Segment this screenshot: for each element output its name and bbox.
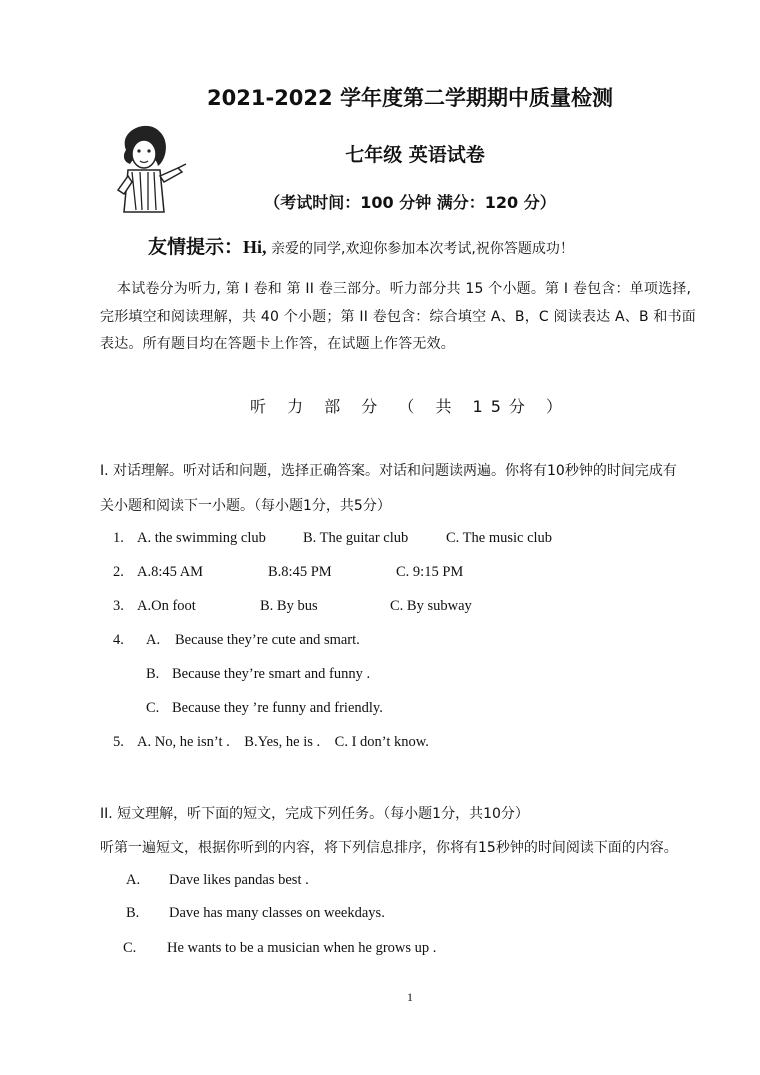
part2-item-a-letter: A. bbox=[126, 872, 141, 888]
part2-item-c-text: He wants to be a musician when he grows up . bbox=[167, 940, 437, 956]
friendly-tip bbox=[148, 232, 574, 259]
question-3-number: 3. bbox=[113, 598, 124, 614]
part2-instructions-line-1: II. 短文理解，听下面的短文，完成下列任务。（每小题1分，共10分） bbox=[100, 806, 529, 822]
tip-text: 亲爱的同学,欢迎你参加本次考试,祝你答题成功！ bbox=[266, 241, 574, 257]
question-2-option-a: A.8:45 AM bbox=[137, 564, 204, 580]
exam-title: 2021-2022 学年度第二学期期中质量检测 bbox=[207, 86, 613, 110]
tip-label: 友情提示： bbox=[148, 236, 244, 258]
question-2-number: 2. bbox=[113, 564, 124, 580]
intro-line-1: 本试卷分为听力, 第 I 卷和 第 II 卷三部分。听力部分共 15 个小题。第 I 卷包含：单项选择, bbox=[117, 281, 692, 297]
question-4-option-c: Because they ’re funny and friendly. bbox=[172, 700, 383, 716]
question-4-option-c-letter: C. bbox=[146, 700, 160, 716]
question-4-option-b-letter: B. bbox=[146, 666, 160, 682]
listening-heading: 听 力 部 分 （ 共 15分 ） bbox=[250, 397, 570, 416]
question-5-number: 5. bbox=[113, 734, 124, 750]
question-3-option-c: C. By subway bbox=[390, 598, 472, 614]
question-2-option-c: C. 9:15 PM bbox=[396, 564, 464, 580]
question-4-number: 4. bbox=[113, 632, 124, 648]
question-3-option-a: A.On foot bbox=[137, 598, 196, 614]
page-number: 1 bbox=[407, 990, 413, 1004]
part2-item-b-text: Dave has many classes on weekdays. bbox=[169, 905, 385, 921]
part2-item-a-text: Dave likes pandas best . bbox=[169, 872, 309, 888]
question-5-options: A. No, he isn’t . B.Yes, he is . C. I don’t know. bbox=[137, 734, 429, 750]
tip-hi: Hi, bbox=[243, 237, 267, 257]
part1-instructions-line-2: 关小题和阅读下一小题。（每小题1分，共5分） bbox=[100, 498, 391, 514]
question-4-option-a: Because they’re cute and smart. bbox=[175, 632, 360, 648]
part1-instructions-line-1: I. 对话理解。听对话和问题，选择正确答案。对话和问题读两遍。你将有10秒钟的时间完成有 bbox=[100, 463, 677, 479]
question-1-option-b: B. The guitar club bbox=[303, 530, 409, 546]
question-1-option-c: C. The music club bbox=[446, 530, 553, 546]
question-4-option-a-letter: A. bbox=[146, 632, 161, 648]
part2-item-c-letter: C. bbox=[123, 940, 137, 956]
question-1-number: 1. bbox=[113, 530, 124, 546]
question-3-option-b: B. By bus bbox=[260, 598, 318, 614]
part2-instructions-line-2: 听第一遍短文，根据你听到的内容，将下列信息排序，你将有15秒钟的时间阅读下面的内容。 bbox=[100, 840, 678, 856]
intro-line-2: 完形填空和阅读理解，共 40 个小题；第 II 卷包含：综合填空 A、B，C 阅读表达 A、B 和书面 bbox=[100, 309, 697, 325]
exam-subtitle: 七年级 英语试卷 bbox=[345, 144, 485, 166]
question-4-option-b: Because they’re smart and funny . bbox=[172, 666, 371, 682]
question-2-option-b: B.8:45 PM bbox=[268, 564, 332, 580]
question-1-option-a: A. the swimming club bbox=[137, 530, 266, 546]
part2-item-b-letter: B. bbox=[126, 905, 140, 921]
exam-time-info: （考试时间：100 分钟 满分：120 分） bbox=[264, 193, 556, 212]
intro-line-3: 表达。所有题目均在答题卡上作答，在试题上作答无效。 bbox=[100, 336, 455, 352]
